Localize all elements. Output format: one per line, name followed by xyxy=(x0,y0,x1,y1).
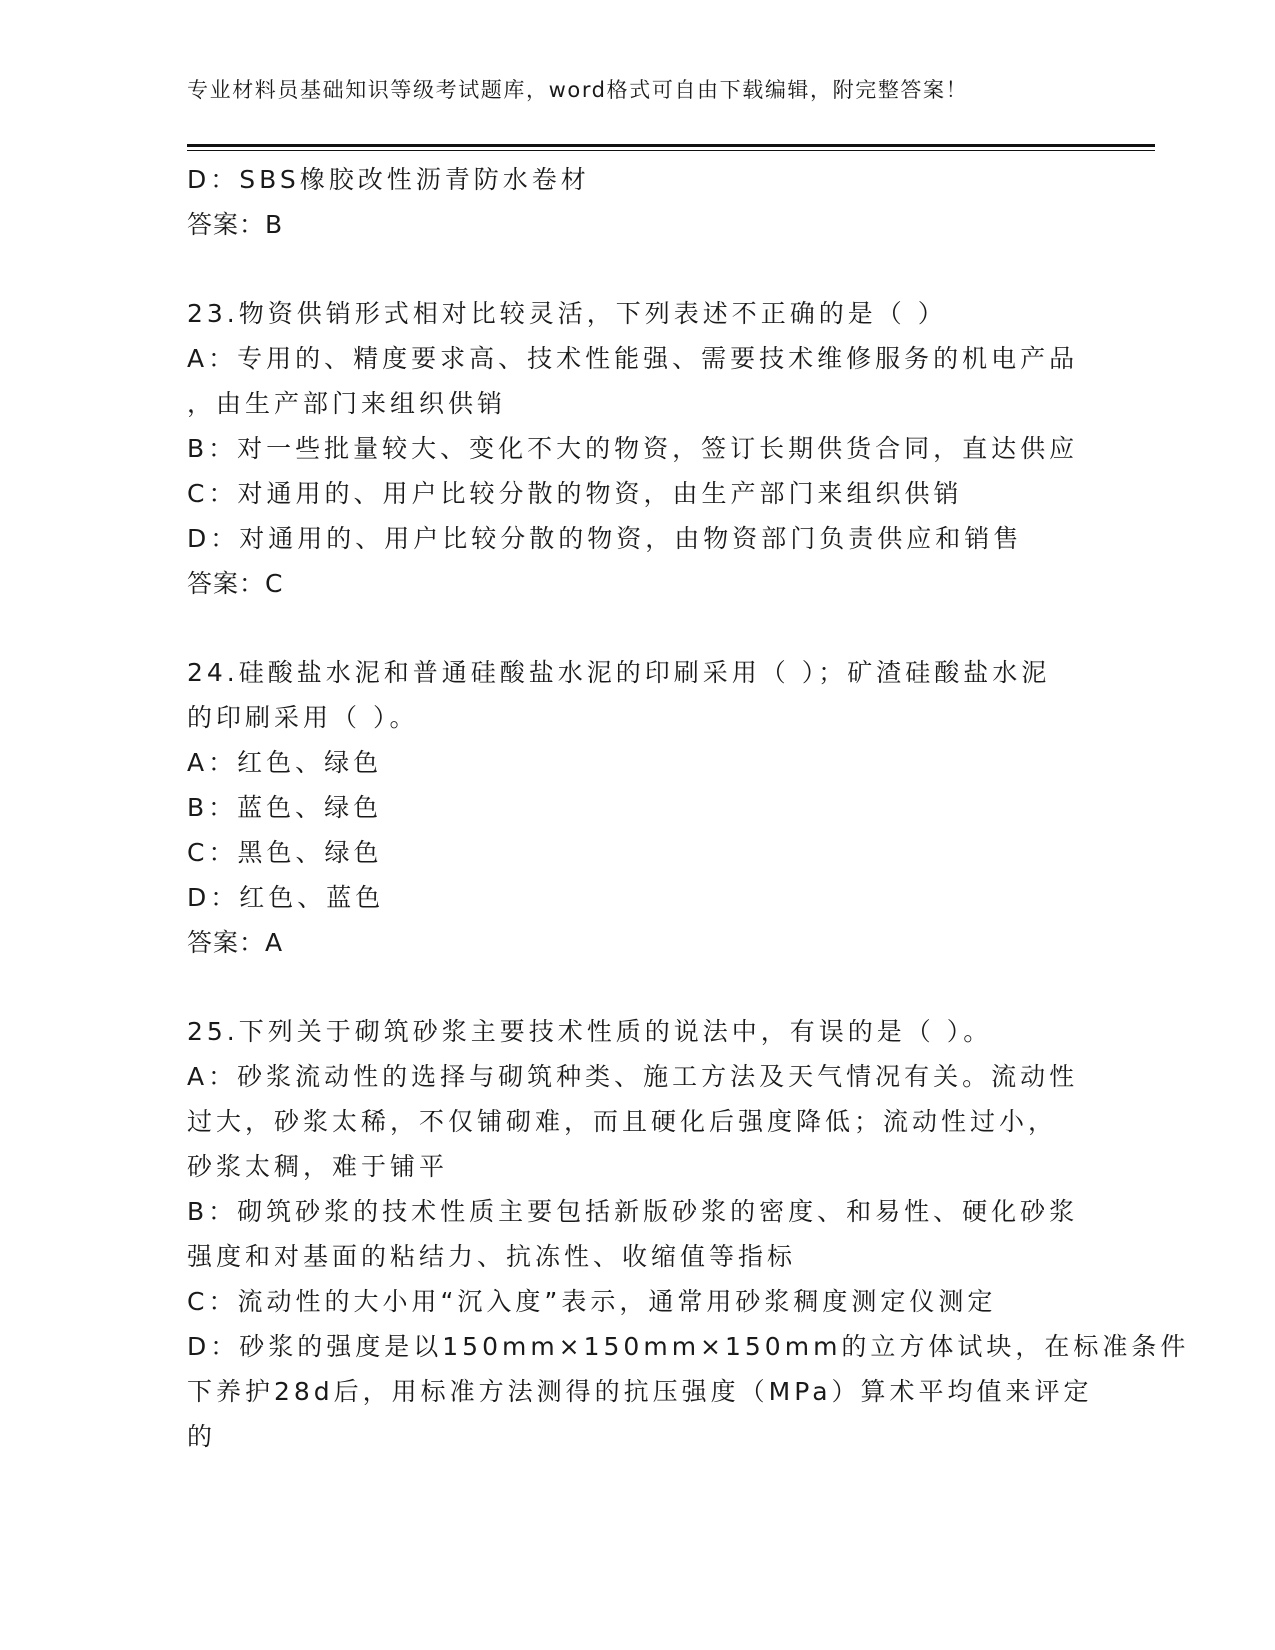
header-rule-thick xyxy=(187,144,1155,147)
text-line: 23.物资供销形式相对比较灵活，下列表述不正确的是（ ） xyxy=(187,299,947,328)
text-line: 过大，砂浆太稀，不仅铺砌难，而且硬化后强度降低；流动性过小， xyxy=(187,1107,1058,1136)
text-line: 的 xyxy=(187,1422,217,1451)
question-content xyxy=(187,157,1190,1459)
text-line: C：对通用的、用户比较分散的物资，由生产部门来组织供销 xyxy=(187,479,963,508)
text-line: D：红色、蓝色 xyxy=(187,883,385,912)
page-header: 专业材料员基础知识等级考试题库，word格式可自由下载编辑，附完整答案！ xyxy=(187,78,969,102)
text-line: ，由生产部门来组织供销 xyxy=(187,389,507,418)
header-rule-thin xyxy=(187,150,1155,151)
text-line: D：砂浆的强度是以150mm×150mm×150mm的立方体试块，在标准条件 xyxy=(187,1332,1190,1361)
text-line: 24.硅酸盐水泥和普通硅酸盐水泥的印刷采用（ ）；矿渣硅酸盐水泥 xyxy=(187,658,1051,687)
text-line: D：对通用的、用户比较分散的物资，由物资部门负责供应和销售 xyxy=(187,524,1023,553)
answer-line: 答案：C xyxy=(187,569,284,598)
answer-line: 答案：B xyxy=(187,210,284,239)
text-line: 的印刷采用（ ）。 xyxy=(187,703,419,732)
text-line: C：流动性的大小用“沉入度”表示，通常用砂浆稠度测定仪测定 xyxy=(187,1287,997,1316)
answer-line: 答案：A xyxy=(187,928,284,957)
text-line: A：专用的、精度要求高、技术性能强、需要技术维修服务的机电产品 xyxy=(187,344,1079,373)
paragraph-gap xyxy=(187,606,1087,650)
paragraph-gap xyxy=(187,247,1087,291)
text-line: B：蓝色、绿色 xyxy=(187,793,383,822)
text-line: A：红色、绿色 xyxy=(187,748,383,777)
text-line: 强度和对基面的粘结力、抗冻性、收缩值等指标 xyxy=(187,1242,797,1271)
paragraph-gap xyxy=(187,965,1087,1009)
text-line: 下养护28d后，用标准方法测得的抗压强度（MPa）算术平均值来评定 xyxy=(187,1377,1093,1406)
text-line: B：对一些批量较大、变化不大的物资，签订长期供货合同，直达供应 xyxy=(187,434,1079,463)
text-line: 25.下列关于砌筑砂浆主要技术性质的说法中，有误的是（ ）。 xyxy=(187,1017,993,1046)
text-line: C：黑色、绿色 xyxy=(187,838,383,867)
text-line: B：砌筑砂浆的技术性质主要包括新版砂浆的密度、和易性、硬化砂浆 xyxy=(187,1197,1079,1226)
text-line: 砂浆太稠，难于铺平 xyxy=(187,1152,449,1181)
text-line: D：SBS橡胶改性沥青防水卷材 xyxy=(187,165,590,194)
text-line: A：砂浆流动性的选择与砌筑种类、施工方法及天气情况有关。流动性 xyxy=(187,1062,1079,1091)
